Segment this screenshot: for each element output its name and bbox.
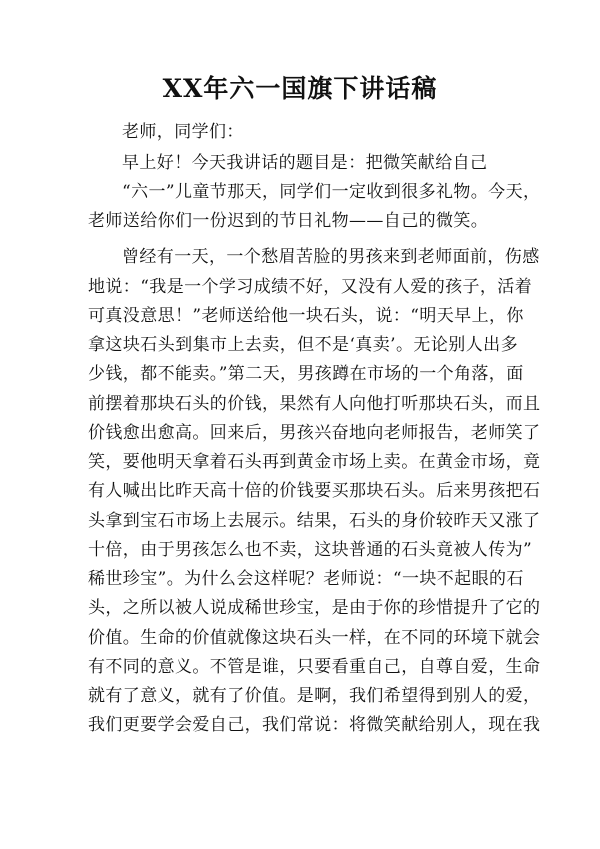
- paragraph-line: 可真没意思！”老师送给他一块石头，说：“明天早上，你: [88, 306, 524, 326]
- salutation: 老师，同学们：: [122, 122, 244, 142]
- greeting-line: 早上好！今天我讲话的题目是：把微笑献给自己: [122, 153, 488, 173]
- paragraph-line: 十倍，由于男孩怎么也不卖，这块普通的石头竟被人传为”: [88, 540, 533, 560]
- paragraph-line: 前摆着那块石头的价钱，果然有人向他打听那块石头，而且: [88, 394, 541, 414]
- paragraph-line: 头拿到宝石市场上去展示。结果，石头的身价较昨天又涨了: [88, 511, 541, 531]
- paragraph-line: 有不同的意义。不管是谁，只要看重自己，自尊自爱，生命: [88, 657, 541, 677]
- paragraph-line: 有人喊出比昨天高十倍的价钱要买那块石头。后来男孩把石: [88, 481, 541, 501]
- paragraph-line: 曾经有一天，一个愁眉苦脸的男孩来到老师面前，伤感: [122, 247, 540, 267]
- paragraph-line: 拿这块石头到集市上去卖，但不是‘真卖’。无论别人出多: [88, 335, 518, 355]
- paragraph-line: 就有了意义，就有了价值。是啊，我们希望得到别人的爱，: [88, 686, 541, 706]
- paragraph-line: 稀世珍宝”。为什么会这样呢？老师说：“一块不起眼的石: [88, 569, 524, 589]
- paragraph-line: 笑，要他明天拿着石头再到黄金市场上卖。在黄金市场，竟: [88, 452, 541, 472]
- document-title: XX年六一国旗下讲话稿: [162, 74, 438, 103]
- paragraph-line: “六一”儿童节那天，同学们一定收到很多礼物。今天，: [122, 182, 541, 202]
- paragraph-line: 头，之所以被人说成稀世珍宝，是由于你的珍惜提升了它的: [88, 598, 541, 618]
- paragraph-line: 价值。生命的价值就像这块石头一样，在不同的环境下就会: [88, 628, 541, 648]
- paragraph-line: 价钱愈出愈高。回来后，男孩兴奋地向老师报告，老师笑了: [88, 423, 541, 443]
- paragraph-line: 地说：“我是一个学习成绩不好，又没有人爱的孩子，活着: [88, 277, 533, 297]
- paragraph-line: 我们更要学会爱自己，我们常说：将微笑献给别人，现在我: [88, 715, 541, 735]
- paragraph-line: 少钱，都不能卖。”第二天，男孩蹲在市场的一个角落，面: [88, 364, 524, 384]
- paragraph-line: 老师送给你们一份迟到的节日礼物——自己的微笑。: [88, 211, 489, 231]
